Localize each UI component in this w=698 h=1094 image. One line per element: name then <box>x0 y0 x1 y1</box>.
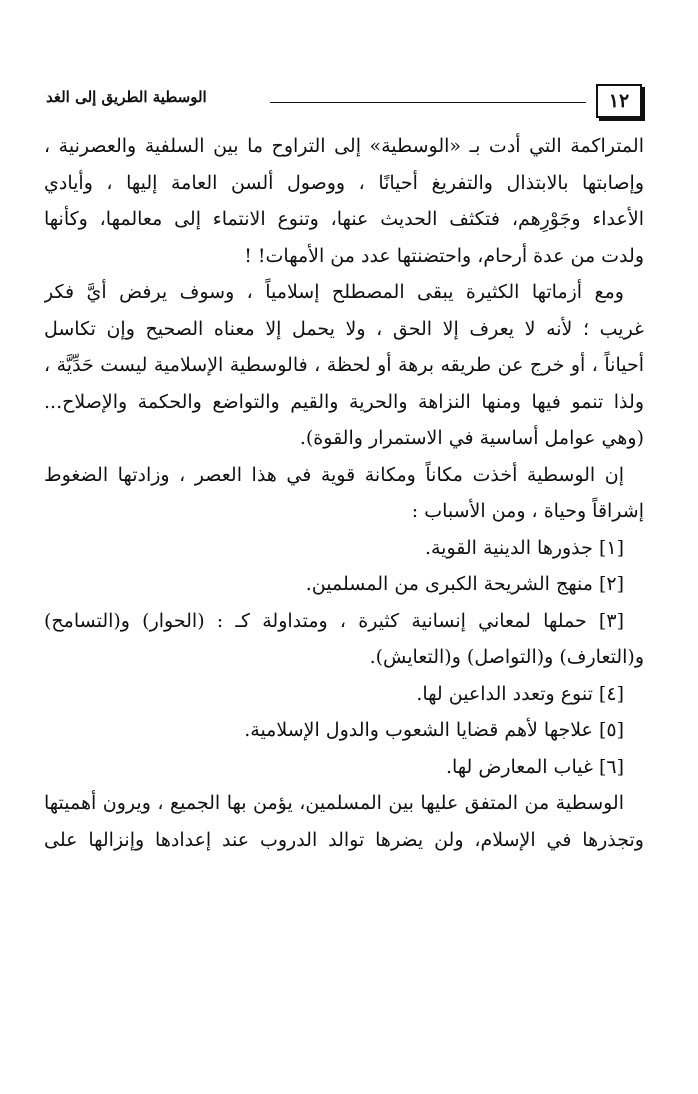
page-number: ١٢ <box>596 84 642 118</box>
running-title: الوسطية الطريق إلى الغد <box>46 88 207 106</box>
text-line: [٥] علاجها لأهم قضايا الشعوب والدول الإسلامية. <box>244 719 624 741</box>
text-line: وإصابتها بالابتذال والتفريغ أحيانًا ، ووصول ألسن العامة إليها ، وأيادي <box>44 171 644 194</box>
text-line: غريب ؛ لأنه لا يعرف إلا الحق ، ولا يحمل إلا معناه الصحيح وإن تكاسل <box>44 317 644 340</box>
text-line: [٢] منهج الشريحة الكبرى من المسلمين. <box>305 573 624 595</box>
text-line: و(التعارف) و(التواصل) و(التعايش). <box>369 646 644 668</box>
text-line: ومع أزماتها الكثيرة يبقى المصطلح إسلامياً ، وسوف يرفض أيَّ فكر <box>44 281 624 303</box>
text-line: (وهي عوامل أساسية في الاستمرار والقوة). <box>299 427 644 449</box>
text-line: المتراكمة التي أدت بـ «الوسطية» إلى التراوح ما بين السلفية والعصرنية ، <box>44 135 644 157</box>
text-line: [١] جذورها الدينية القوية. <box>424 536 624 559</box>
text-line: ولدت من عدة أرحام، واحتضنتها عدد من الأمهات! ! <box>244 244 644 267</box>
page-header <box>46 84 642 120</box>
text-line: إن الوسطية أخذت مكاناً ومكانة قوية في هذا العصر ، وزادتها الضغوط <box>44 463 624 486</box>
text-line: وتجذرها في الإسلام، ولن يضرها توالد الدروب عند إعدادها وإنزالها على <box>44 828 644 851</box>
text-line: [٣] حملها لمعاني إنسانية كثيرة ، ومتداولة كـ : (الحوار) و(التسامح) <box>44 609 624 632</box>
text-line: ولذا تنمو فيها ومنها النزاهة والحرية والقيم والتواضع والحكمة والإصلاح... <box>44 390 644 413</box>
text-line: إشراقاً وحياة ، ومن الأسباب : <box>411 500 644 522</box>
text-line: الوسطية من المتفق عليها بين المسلمين، يؤمن بها الجميع ، ويرون أهميتها <box>44 792 624 814</box>
text-line: [٦] غياب المعارض لها. <box>445 755 624 778</box>
body-text <box>44 128 644 858</box>
text-line: [٤] تنوع وتعدد الداعين لها. <box>416 682 624 705</box>
header-rule <box>270 102 586 103</box>
text-line: أحياناً ، أو خرج عن طريقه برهة أو لحظة ، فالوسطية الإسلامية ليست حَدِّيَّة ، <box>44 354 644 376</box>
text-line: الأعداء وجَوْرِهم، فتكثف الحديث عنها، وتنوع الانتماء إلى معالمها، وكأنها <box>44 208 644 230</box>
